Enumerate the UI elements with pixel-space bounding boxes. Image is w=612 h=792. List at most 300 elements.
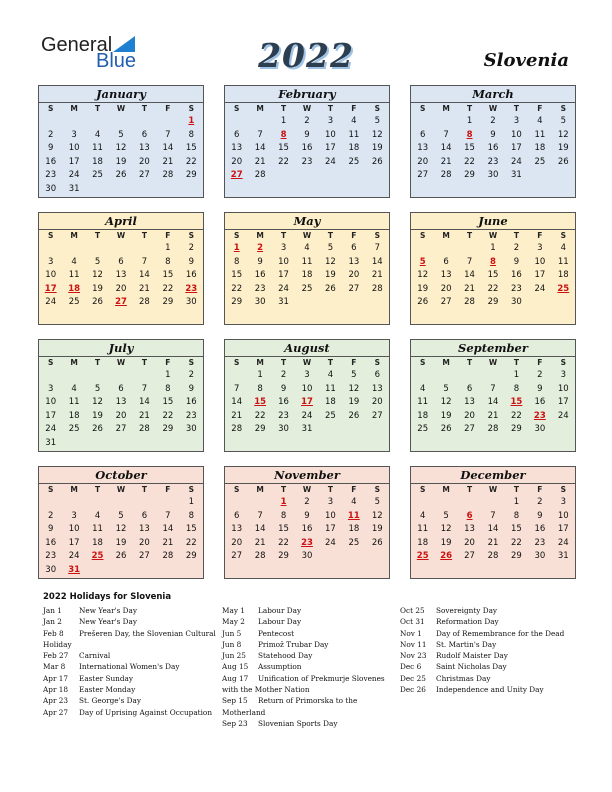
day-cell: 9 xyxy=(490,129,496,140)
holiday-entry xyxy=(222,673,392,696)
holiday-date: Aug 17 xyxy=(222,673,249,683)
holiday-date: Feb 8 xyxy=(43,628,64,638)
weekday-label: F xyxy=(351,104,357,113)
day-cell: 24 xyxy=(534,283,546,294)
weekday-label: F xyxy=(537,358,543,367)
day-cell: 29 xyxy=(278,551,289,561)
day-cell: 3 xyxy=(48,256,54,267)
weekday-label: S xyxy=(374,104,380,113)
day-cell: 21 xyxy=(139,283,150,294)
weekday-label: W xyxy=(302,485,312,494)
week-row xyxy=(39,369,203,383)
day-cell: 22 xyxy=(278,537,289,548)
holiday-name: Slovenian Sports Day xyxy=(258,718,338,728)
week-row xyxy=(411,510,575,524)
weekday-header xyxy=(39,103,203,115)
holiday-date: Oct 31 xyxy=(400,617,425,627)
empty-day-cell xyxy=(133,183,156,197)
weekday-label: T xyxy=(513,485,519,494)
holiday-date: Aug 15 xyxy=(222,662,249,672)
day-cell: 16 xyxy=(254,270,266,280)
day-cell: 30 xyxy=(534,551,546,561)
holiday-name: Sovereignty Day xyxy=(436,606,498,615)
day-cell: 27 xyxy=(348,283,360,294)
day-cell: 17 xyxy=(325,524,336,534)
day-cell: 14 xyxy=(139,270,150,280)
day-cell: 12 xyxy=(115,143,127,153)
empty-day-cell xyxy=(342,296,365,310)
day-cell: 20 xyxy=(371,397,383,407)
week-row xyxy=(39,242,203,256)
day-cell: 1 xyxy=(165,243,171,253)
holiday-date: May 1 xyxy=(222,606,245,615)
day-cell: 16 xyxy=(185,397,197,407)
day-cell: 21 xyxy=(440,156,452,167)
day-cell: 28 xyxy=(254,170,266,180)
weekday-label: W xyxy=(488,104,498,113)
day-cell: 8 xyxy=(280,510,287,521)
day-cell: 10 xyxy=(278,256,289,267)
day-cell: 15 xyxy=(278,143,289,153)
empty-day-cell xyxy=(552,296,575,310)
day-cell: 16 xyxy=(45,537,57,548)
day-cell: 26 xyxy=(417,297,429,307)
day-cell: 2 xyxy=(48,129,54,140)
day-cell: 3 xyxy=(304,370,310,380)
day-cell: 27 xyxy=(464,424,475,434)
holiday-name: Christmas Day xyxy=(436,673,491,683)
weekday-label: S xyxy=(560,104,566,113)
weekday-header xyxy=(411,357,575,369)
day-cell: 28 xyxy=(231,424,243,434)
day-cell: 4 xyxy=(560,243,566,253)
weekday-header xyxy=(39,230,203,242)
day-cell: 22 xyxy=(278,156,289,167)
day-cell: 10 xyxy=(325,510,336,521)
holiday-entry xyxy=(222,616,392,627)
empty-day-cell xyxy=(180,183,203,197)
empty-day-cell xyxy=(62,496,85,510)
day-cell: 2 xyxy=(304,116,310,126)
day-cell: 23 xyxy=(511,283,522,294)
day-cell: 8 xyxy=(188,129,194,140)
day-cell: 9 xyxy=(537,383,543,394)
weekday-label: F xyxy=(165,485,171,494)
day-cell: 23 xyxy=(278,410,289,421)
day-cell: 26 xyxy=(92,297,103,307)
empty-day-cell xyxy=(481,496,504,510)
day-cell: 13 xyxy=(464,524,475,534)
holiday-entry xyxy=(222,718,392,729)
day-cell: 7 xyxy=(234,383,240,394)
day-cell: 15 xyxy=(278,524,289,534)
empty-day-cell xyxy=(156,115,179,129)
empty-day-cell xyxy=(133,369,156,383)
week-row xyxy=(225,242,389,256)
holiday-date: Dec 26 xyxy=(400,685,426,695)
weekday-header xyxy=(39,357,203,369)
empty-day-cell xyxy=(109,369,132,383)
month-march xyxy=(410,85,576,198)
empty-day-cell xyxy=(156,437,179,451)
day-cell: 17 xyxy=(557,397,569,407)
day-cell: 17 xyxy=(68,156,80,167)
day-cell: 2 xyxy=(188,370,194,380)
weekday-label: M xyxy=(70,231,78,240)
day-cell: 27 xyxy=(440,297,452,307)
month-november xyxy=(224,466,390,579)
day-cell: 15 xyxy=(511,524,522,534)
month-september xyxy=(410,339,576,452)
day-cell: 7 xyxy=(257,510,263,521)
holiday-date: Nov 23 xyxy=(400,651,427,661)
month-title: September xyxy=(411,340,575,357)
holiday-date: Sep 15 xyxy=(222,696,248,706)
week-row xyxy=(225,496,389,510)
day-cell: 3 xyxy=(560,370,566,380)
week-row xyxy=(225,369,389,383)
holiday-date: Apr 17 xyxy=(43,673,69,683)
day-cell: 29 xyxy=(162,297,174,307)
day-cell: 22 xyxy=(162,410,174,421)
day-cell: 31 xyxy=(68,183,80,194)
day-cell: 13 xyxy=(231,524,243,534)
holiday-name: Easter Sunday xyxy=(79,673,134,683)
day-cell: 28 xyxy=(139,297,150,307)
day-cell: 17 xyxy=(534,270,546,280)
day-cell: 5 xyxy=(118,129,124,140)
empty-day-cell xyxy=(366,296,389,310)
weekday-label: T xyxy=(327,104,333,113)
day-cell: 6 xyxy=(141,510,148,521)
weekday-label: T xyxy=(141,231,147,240)
day-cell: 31 xyxy=(511,170,522,180)
day-cell: 29 xyxy=(511,551,522,561)
month-june xyxy=(410,212,576,325)
day-cell: 25 xyxy=(68,424,80,434)
day-cell: 21 xyxy=(371,270,383,280)
weekday-label: S xyxy=(374,485,380,494)
day-cell: 25 xyxy=(68,297,80,307)
weekday-label: T xyxy=(281,485,287,494)
week-row xyxy=(39,183,203,197)
holiday-entry xyxy=(43,707,218,718)
empty-day-cell xyxy=(133,437,156,451)
day-cell: 20 xyxy=(348,270,360,280)
holiday-day-cell: 1 xyxy=(280,497,287,507)
weekday-label: S xyxy=(188,104,194,113)
holiday-entry xyxy=(43,650,218,661)
day-cell: 8 xyxy=(234,256,240,267)
day-cell: 17 xyxy=(325,143,336,153)
month-title: October xyxy=(39,467,203,484)
day-cell: 24 xyxy=(45,297,57,307)
day-cell: 18 xyxy=(325,397,336,407)
day-cell: 3 xyxy=(48,383,54,394)
holiday-name: Day of Remembrance for the Dead xyxy=(436,628,565,638)
week-row xyxy=(225,142,389,156)
day-cell: 27 xyxy=(231,551,243,561)
holiday-entry xyxy=(43,605,218,616)
day-cell: 26 xyxy=(115,551,127,561)
day-cell: 15 xyxy=(464,143,475,153)
day-cell: 16 xyxy=(45,156,57,167)
weekday-header xyxy=(411,103,575,115)
day-cell: 13 xyxy=(464,397,475,407)
weekday-label: M xyxy=(442,485,450,494)
day-cell: 22 xyxy=(254,410,266,421)
day-cell: 24 xyxy=(278,283,289,294)
week-row xyxy=(39,396,203,410)
day-cell: 14 xyxy=(487,397,499,407)
holiday-name: Saint Nicholas Day xyxy=(436,662,507,672)
day-cell: 4 xyxy=(71,256,77,267)
week-row xyxy=(39,142,203,156)
day-cell: 11 xyxy=(301,256,313,267)
day-cell: 18 xyxy=(92,537,103,548)
month-title: July xyxy=(39,340,203,357)
day-cell: 11 xyxy=(534,129,546,140)
weekday-label: S xyxy=(234,485,240,494)
holiday-entry xyxy=(43,673,218,684)
day-cell: 6 xyxy=(234,129,240,140)
day-cell: 30 xyxy=(278,424,289,434)
day-cell: 18 xyxy=(557,270,569,280)
weekday-label: F xyxy=(165,104,171,113)
day-cell: 20 xyxy=(115,283,127,294)
day-cell: 12 xyxy=(440,397,452,407)
weekday-label: T xyxy=(327,231,333,240)
day-cell: 25 xyxy=(301,283,313,294)
holiday-entry xyxy=(400,639,575,650)
weekday-label: W xyxy=(488,485,498,494)
day-cell: 26 xyxy=(440,424,452,434)
week-row xyxy=(225,383,389,397)
empty-day-cell xyxy=(411,242,434,256)
day-cell: 21 xyxy=(139,410,150,421)
week-row xyxy=(411,142,575,156)
day-cell: 27 xyxy=(139,551,150,561)
weekday-label: T xyxy=(327,485,333,494)
day-cell: 20 xyxy=(464,537,475,548)
weekday-header xyxy=(225,103,389,115)
day-cell: 6 xyxy=(466,383,473,394)
empty-day-cell xyxy=(319,423,342,437)
year-title: 2022 xyxy=(258,36,354,75)
empty-day-cell xyxy=(552,169,575,183)
day-cell: 19 xyxy=(440,410,452,421)
day-cell: 16 xyxy=(185,270,197,280)
weekday-label: T xyxy=(141,104,147,113)
day-cell: 1 xyxy=(165,370,171,380)
week-row xyxy=(225,296,389,310)
day-cell: 15 xyxy=(487,270,499,280)
weekday-label: W xyxy=(116,104,126,113)
week-row xyxy=(225,550,389,564)
day-cell: 30 xyxy=(185,297,197,307)
month-title: November xyxy=(225,467,389,484)
day-cell: 19 xyxy=(557,143,569,153)
day-cell: 28 xyxy=(464,297,475,307)
empty-day-cell xyxy=(366,169,389,183)
weekday-label: F xyxy=(537,485,543,494)
day-cell: 13 xyxy=(139,524,150,534)
day-cell: 15 xyxy=(185,524,197,534)
empty-day-cell xyxy=(225,115,248,129)
day-cell: 3 xyxy=(327,497,334,507)
day-cell: 11 xyxy=(348,129,360,140)
weekday-label: T xyxy=(141,485,147,494)
weekday-label: T xyxy=(281,358,287,367)
month-title: January xyxy=(39,86,203,103)
day-cell: 13 xyxy=(115,270,127,280)
empty-day-cell xyxy=(62,242,85,256)
day-cell: 6 xyxy=(234,510,240,521)
empty-day-cell xyxy=(342,423,365,437)
holiday-day-cell: 27 xyxy=(230,170,243,180)
holiday-name: Rudolf Maister Day xyxy=(436,651,508,661)
empty-day-cell xyxy=(434,115,457,129)
day-cell: 22 xyxy=(487,283,499,294)
week-row xyxy=(39,296,203,310)
holiday-name: Return of Primorska to the Motherland xyxy=(222,696,358,717)
week-row xyxy=(39,410,203,424)
day-cell: 3 xyxy=(280,243,287,253)
day-cell: 5 xyxy=(327,243,334,253)
week-row xyxy=(411,496,575,510)
day-cell: 18 xyxy=(68,410,80,421)
day-cell: 26 xyxy=(92,424,103,434)
empty-day-cell xyxy=(133,496,156,510)
day-cell: 12 xyxy=(371,129,383,140)
weekday-label: W xyxy=(488,231,498,240)
day-cell: 28 xyxy=(139,424,150,434)
empty-day-cell xyxy=(109,242,132,256)
day-cell: 20 xyxy=(440,283,452,294)
empty-day-cell xyxy=(225,496,248,510)
holiday-name: Labour Day xyxy=(258,617,302,627)
empty-day-cell xyxy=(109,437,132,451)
weekday-label: W xyxy=(116,358,126,367)
day-cell: 19 xyxy=(348,397,360,407)
week-row xyxy=(39,156,203,170)
week-row xyxy=(411,537,575,551)
week-row xyxy=(225,523,389,537)
holiday-name: Primož Trubar Day xyxy=(258,639,329,649)
weekday-label: W xyxy=(302,231,312,240)
week-row xyxy=(411,423,575,437)
weekday-label: M xyxy=(442,104,450,113)
holiday-name: Carnival xyxy=(79,651,111,661)
empty-day-cell xyxy=(458,369,481,383)
day-cell: 22 xyxy=(231,283,243,294)
holiday-day-cell: 18 xyxy=(68,283,81,294)
day-cell: 29 xyxy=(162,424,174,434)
month-title: February xyxy=(225,86,389,103)
day-cell: 15 xyxy=(185,143,197,153)
country-title: Slovenia xyxy=(483,50,569,71)
day-cell: 14 xyxy=(231,397,243,407)
holiday-name: Unification of Prekmurje Slovenes with the Mother Nation xyxy=(222,673,385,695)
weekday-label: S xyxy=(48,485,54,494)
day-cell: 8 xyxy=(513,383,520,394)
holiday-day-cell: 23 xyxy=(533,410,546,421)
holiday-name: New Year's Day xyxy=(79,617,138,627)
holiday-date: Apr 23 xyxy=(43,696,69,706)
weekday-label: S xyxy=(420,231,426,240)
day-cell: 16 xyxy=(534,524,546,534)
holiday-name: St. George's Day xyxy=(79,696,141,706)
holiday-column-3 xyxy=(400,605,575,695)
day-cell: 11 xyxy=(417,524,429,534)
holiday-date: Dec 25 xyxy=(400,673,426,683)
day-cell: 11 xyxy=(68,270,80,280)
day-cell: 7 xyxy=(490,383,496,394)
day-cell: 20 xyxy=(417,156,429,167)
day-cell: 13 xyxy=(115,397,127,407)
weekday-label: T xyxy=(95,485,101,494)
holiday-name: Independence and Unity Day xyxy=(436,685,544,695)
day-cell: 20 xyxy=(231,537,243,548)
day-cell: 10 xyxy=(68,524,80,534)
month-title: August xyxy=(225,340,389,357)
day-cell: 4 xyxy=(94,510,101,521)
empty-day-cell xyxy=(86,564,109,578)
day-cell: 10 xyxy=(45,397,57,407)
day-cell: 3 xyxy=(327,116,334,126)
month-august xyxy=(224,339,390,452)
day-cell: 3 xyxy=(560,497,566,507)
holiday-day-cell: 1 xyxy=(233,243,240,253)
day-cell: 6 xyxy=(420,129,426,140)
week-row xyxy=(225,537,389,551)
holiday-day-cell: 27 xyxy=(115,297,127,307)
weekday-label: S xyxy=(188,485,194,494)
empty-day-cell xyxy=(180,564,203,578)
month-april xyxy=(38,212,204,325)
holiday-entry xyxy=(222,605,392,616)
week-row xyxy=(39,496,203,510)
day-cell: 19 xyxy=(417,283,429,294)
day-cell: 24 xyxy=(325,156,336,167)
holiday-column-1 xyxy=(43,605,218,718)
day-cell: 4 xyxy=(94,129,101,140)
day-cell: 20 xyxy=(115,410,127,421)
holidays-title: 2022 Holidays for Slovenia xyxy=(43,592,172,602)
day-cell: 25 xyxy=(534,156,546,167)
weekday-header xyxy=(39,484,203,496)
day-cell: 28 xyxy=(371,283,383,294)
day-cell: 3 xyxy=(71,510,77,521)
weekday-label: F xyxy=(351,231,357,240)
weekday-label: F xyxy=(351,358,357,367)
weekday-label: S xyxy=(560,358,566,367)
week-row xyxy=(411,410,575,424)
holiday-name: Assumption xyxy=(258,662,302,672)
day-cell: 14 xyxy=(440,143,452,153)
day-cell: 29 xyxy=(254,424,266,434)
day-cell: 4 xyxy=(420,383,426,394)
day-cell: 15 xyxy=(162,397,174,407)
month-july xyxy=(38,339,204,452)
day-cell: 6 xyxy=(443,256,449,267)
empty-day-cell xyxy=(109,496,132,510)
week-row xyxy=(39,523,203,537)
holiday-entry xyxy=(43,661,218,672)
day-cell: 19 xyxy=(115,537,127,548)
day-cell: 10 xyxy=(557,510,569,521)
day-cell: 12 xyxy=(325,256,336,267)
